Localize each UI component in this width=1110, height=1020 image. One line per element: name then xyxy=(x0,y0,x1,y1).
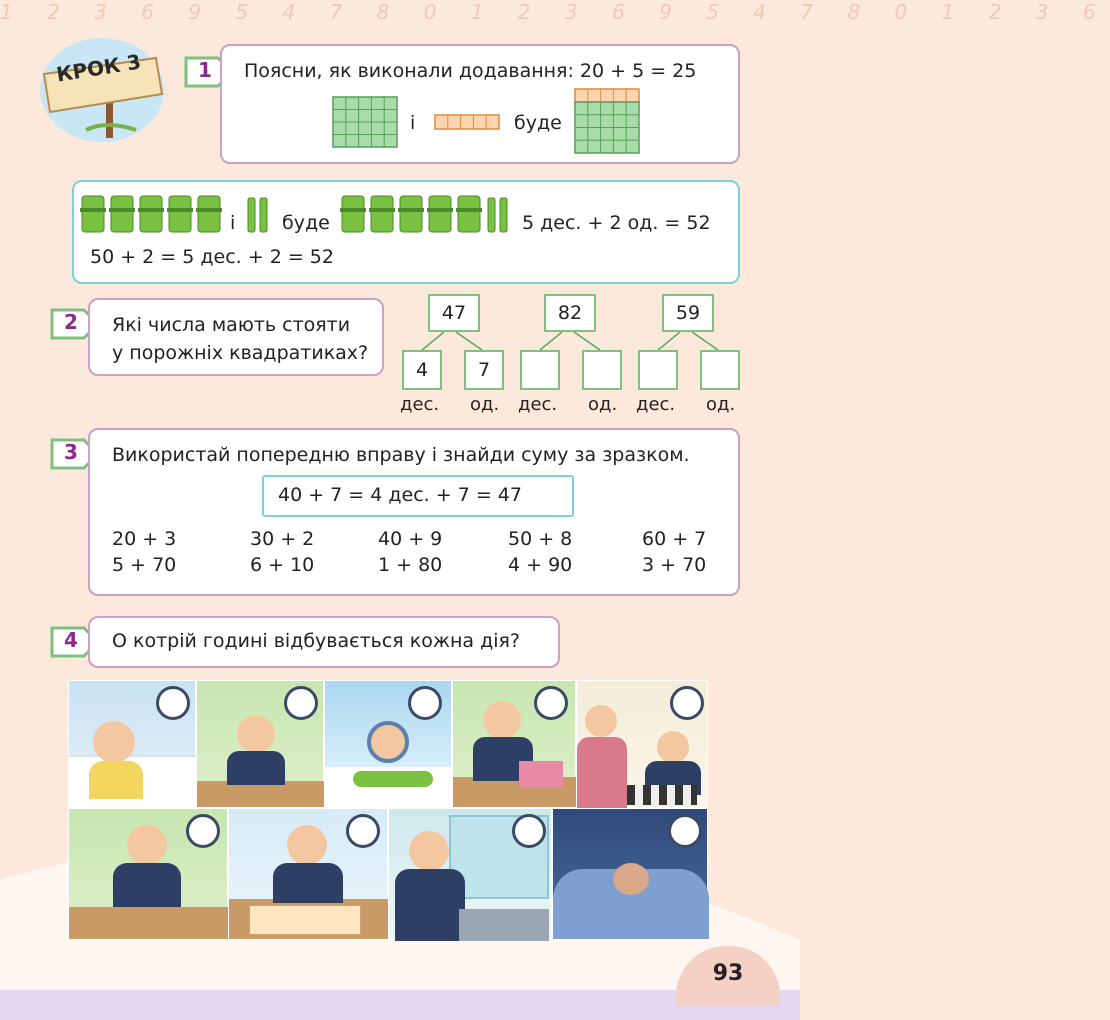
step-sign-label: КРОК 3 xyxy=(54,49,143,87)
clock-icon xyxy=(670,686,704,720)
tree-2-ones-label: од. xyxy=(588,394,618,415)
exercise-4-question: О котрій годині відбувається кожна дія? xyxy=(112,630,520,652)
example-equation: 40 + 7 = 4 дес. + 7 = 47 xyxy=(278,484,522,506)
bundles-equation: 50 + 2 = 5 дес. + 2 = 52 xyxy=(90,246,334,268)
tree-3-ones-label: од. xyxy=(706,394,736,415)
ex3-row1-item-4: 50 + 8 xyxy=(508,528,573,550)
tree-1-tens-label: дес. xyxy=(400,394,440,415)
tree-1-top: 47 xyxy=(428,294,480,332)
tree-3-tens-label: дес. xyxy=(636,394,676,415)
sticks-2-result xyxy=(486,196,510,234)
ex3-row2-item-1: 5 + 70 xyxy=(112,554,177,576)
exercise-1-number: 1 xyxy=(198,58,212,82)
clock-icon xyxy=(156,686,190,720)
ex3-row2-item-2: 6 + 10 xyxy=(250,554,315,576)
ones-strip-5 xyxy=(434,114,500,130)
bundles-of-ten-50 xyxy=(80,190,226,234)
exercise-2-number: 2 xyxy=(64,310,78,334)
exercise-2-question-line2: у порожніх квадратиках? xyxy=(112,342,369,364)
bundles-and: і xyxy=(230,212,236,234)
clock-icon xyxy=(346,814,380,848)
result-grid-25 xyxy=(574,88,640,154)
exercise-3-number: 3 xyxy=(64,440,78,464)
exercise-2-question-line1: Які числа мають стояти xyxy=(112,314,351,336)
bundles-result: 5 дес. + 2 од. = 52 xyxy=(522,212,711,234)
tree-2-tens-empty[interactable] xyxy=(520,350,560,390)
ex3-row1-item-1: 20 + 3 xyxy=(112,528,177,550)
ex3-row2-item-5: 3 + 70 xyxy=(642,554,707,576)
clock-icon xyxy=(512,814,546,848)
ex3-row2-item-4: 4 + 90 xyxy=(508,554,573,576)
ex3-row2-item-3: 1 + 80 xyxy=(378,554,443,576)
tree-3-tens-empty[interactable] xyxy=(638,350,678,390)
tree-3-top: 59 xyxy=(662,294,714,332)
exercise-3-instruction: Використай попередню вправу і знайди суму за зразком. xyxy=(112,444,690,466)
clock-icon xyxy=(186,814,220,848)
exercise-1-and: і xyxy=(410,112,416,134)
tree-2-top: 82 xyxy=(544,294,596,332)
tree-1-ones-label: од. xyxy=(470,394,500,415)
tree-2-ones-empty[interactable] xyxy=(582,350,622,390)
ex3-row1-item-5: 60 + 7 xyxy=(642,528,707,550)
clock-icon xyxy=(408,686,442,720)
exercise-4-number: 4 xyxy=(64,628,78,652)
exercise-1-question: Поясни, як виконали додавання: 20 + 5 = 25 xyxy=(244,60,697,82)
exercise-1-will-be: буде xyxy=(514,112,562,134)
tree-1-ones: 7 xyxy=(464,350,504,390)
tens-grid-20 xyxy=(332,96,398,148)
bundles-will-be: буде xyxy=(282,212,330,234)
page-number: 93 xyxy=(676,946,780,1006)
clock-icon xyxy=(668,814,702,848)
ex3-row1-item-3: 40 + 9 xyxy=(378,528,443,550)
exercise-2-box xyxy=(88,298,384,376)
ex3-row1-item-2: 30 + 2 xyxy=(250,528,315,550)
step-sign xyxy=(36,30,176,140)
clock-icon xyxy=(534,686,568,720)
sticks-2 xyxy=(246,196,270,234)
background-numbers-decoration: 1 2 3 6 9 5 4 7 8 0 1 2 3 6 9 5 4 7 8 0 1 2 3 6 xyxy=(0,0,1110,24)
clock-icon xyxy=(284,686,318,720)
tree-2-tens-label: дес. xyxy=(518,394,558,415)
bundles-of-ten-result xyxy=(340,190,486,234)
tree-3-ones-empty[interactable] xyxy=(700,350,740,390)
tree-1-tens: 4 xyxy=(402,350,442,390)
